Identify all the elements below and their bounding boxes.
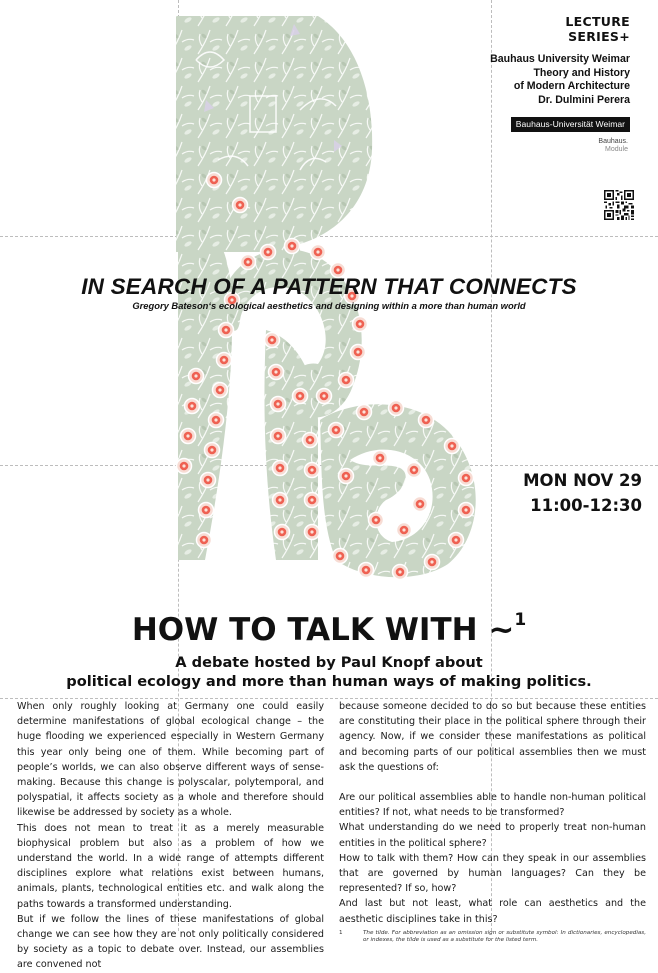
university-logo: Bauhaus-Universität Weimar bbox=[511, 117, 630, 132]
body-paragraph: This does not mean to treat it as a merely measurable biophysical problem but also as a problem of how we understand the world. In a wide range of attempts different disciplines explore what relations exist between humans, animals, plants, technological entities etc. and walk along the paths towards a transformed understanding. bbox=[17, 822, 324, 910]
qr-code[interactable] bbox=[604, 190, 634, 220]
question-item: How to talk with them? How can they speak in our assemblies that are governed by human languages? Can they be represented? If so, how? bbox=[339, 852, 646, 895]
body-column-left bbox=[17, 699, 324, 973]
headline-text: HOW TO TALK WITH ~ bbox=[131, 612, 515, 648]
organizer-line: Theory and History bbox=[533, 66, 630, 79]
body-paragraph: When only roughly looking at Germany one could easily determine manifestations of global ecological change – the huge flooding we experienced especially in Western Germany this year only being one of them. While becoming part of people’s worlds, we can also observe different ways of sense-making. Because this change is polyscalar, polytemporal, and polyspatial, it affects society as a whole and therefore should likewise be addressed by society as a whole. bbox=[17, 701, 324, 819]
event-datetime bbox=[523, 468, 642, 518]
debate-headline bbox=[0, 612, 658, 648]
organizer-line: Dr. Dulmini Perera bbox=[538, 93, 630, 106]
lecture-subtitle: Gregory Bateson‘s ecological aesthetics and designing within a more than human world bbox=[132, 300, 526, 311]
debate-subheadline bbox=[0, 654, 658, 691]
subheadline-line: political ecology and more than human ways of making politics. bbox=[66, 672, 592, 690]
series-line: SERIES+ bbox=[568, 29, 630, 44]
event-date: MON NOV 29 bbox=[523, 471, 642, 490]
series-line: LECTURE bbox=[565, 14, 630, 29]
footnote-marker[interactable]: 1 bbox=[514, 610, 527, 630]
subheadline-line: A debate hosted by Paul Knopf about bbox=[175, 654, 483, 671]
body-column-right bbox=[339, 699, 646, 945]
masthead bbox=[490, 14, 630, 107]
organizer-block bbox=[490, 53, 630, 107]
question-item: What understanding do we need to properly treat non-human entities in the political sphere? bbox=[339, 822, 646, 849]
footnote-number: 1 bbox=[339, 929, 343, 936]
question-item: And last but not least, what role can aesthetics and the aesthetic disciplines take in this? bbox=[339, 898, 646, 925]
lecture-title: IN SEARCH OF A PATTERN THAT CONNECTS bbox=[81, 274, 577, 299]
body-paragraph: But if we follow the lines of these manifestations of global change we can see how they are not only politically considered by society as a topic to debate over. Instead, our assemblies are convened not bbox=[17, 913, 324, 971]
footnote bbox=[339, 930, 646, 945]
question-item: Are our political assemblies able to handle non-human political entities? If not, what needs to be transformed? bbox=[339, 792, 646, 819]
organizer-line: Bauhaus University Weimar bbox=[490, 53, 630, 65]
organizer-line: of Modern Architecture bbox=[513, 80, 630, 92]
series-title bbox=[490, 14, 630, 44]
module-line: Module bbox=[605, 146, 628, 153]
body-paragraph: because someone decided to do so but because these entities are constituting their place in the political sphere through their agency. Now, if we consider these manifestations as political and becoming parts of our political assemblies then we must ask the questions of: bbox=[339, 701, 646, 773]
module-logo bbox=[598, 138, 628, 154]
footnote-text: The tilde. For abbreviation as an omission sign or substitute symbol: In dictionaries, encyclopedias, or indexes, the tilde is used as a substitute for the listed term. bbox=[363, 929, 646, 944]
module-line: Bauhaus. bbox=[598, 138, 628, 145]
event-time: 11:00-12:30 bbox=[530, 496, 642, 515]
